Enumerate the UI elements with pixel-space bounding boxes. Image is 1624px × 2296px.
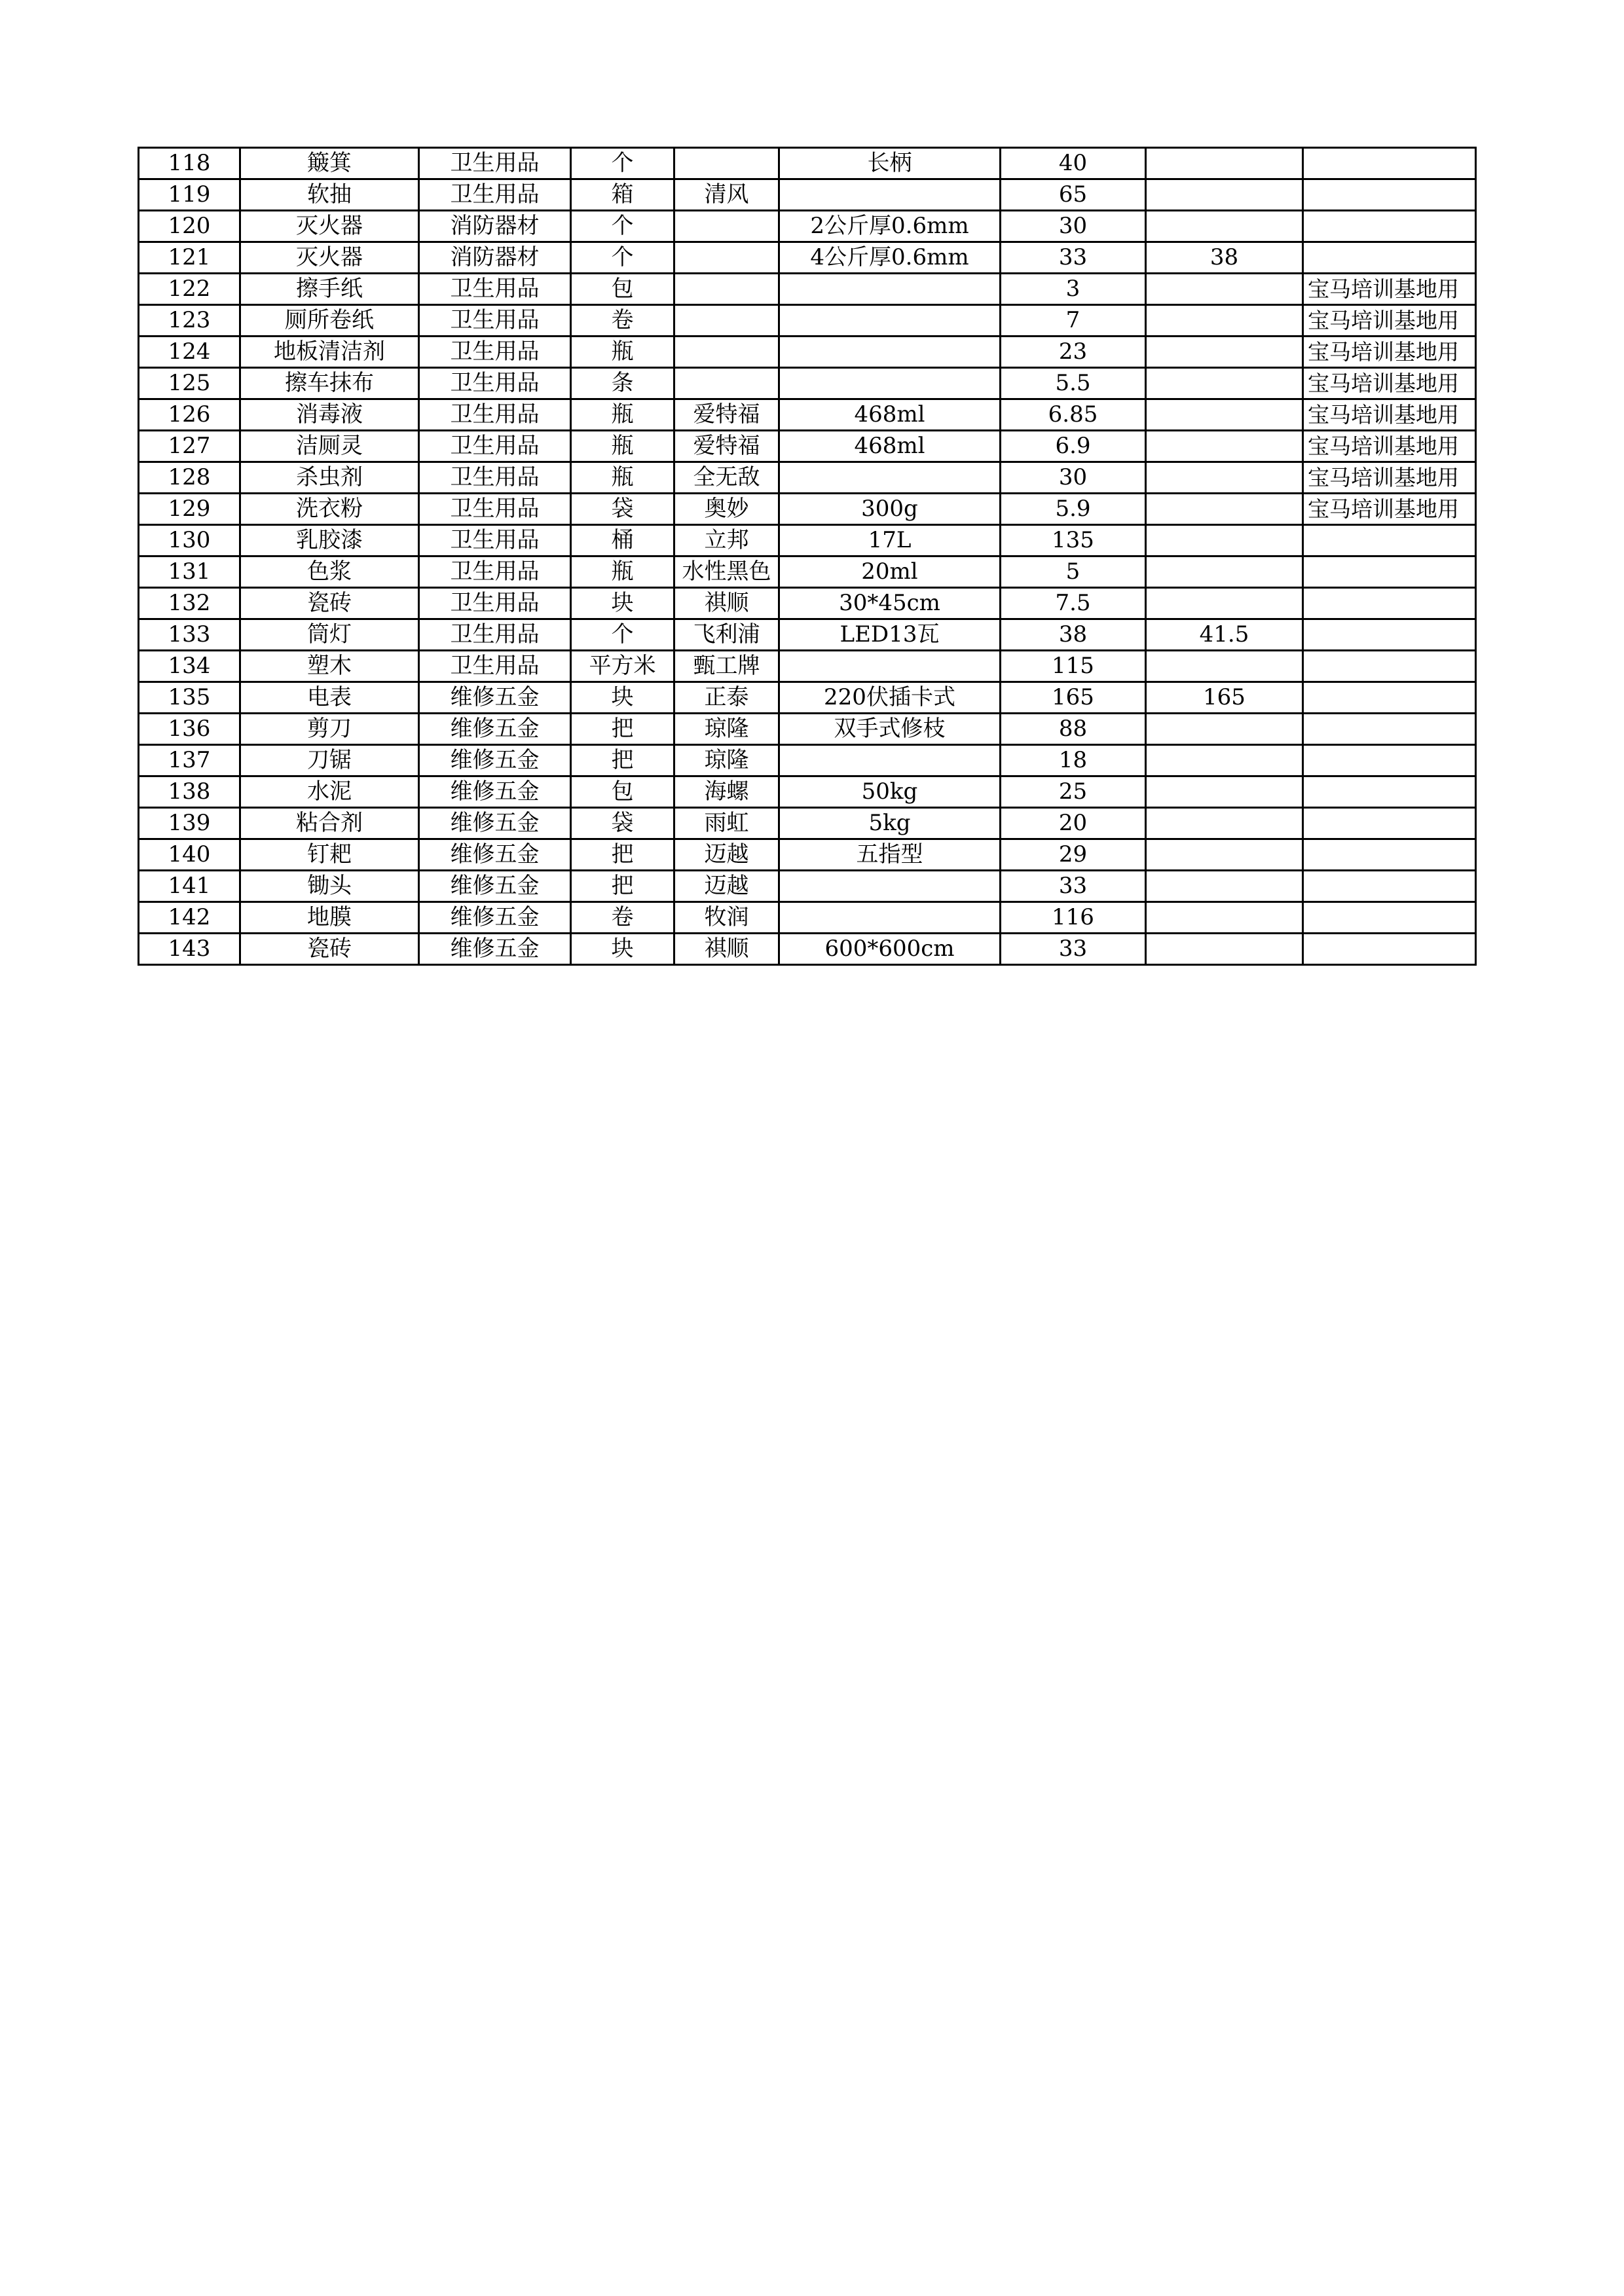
cell-note xyxy=(1303,776,1476,808)
cell-no: 119 xyxy=(139,179,240,211)
table-row xyxy=(139,148,1476,179)
cell-unit: 袋 xyxy=(571,494,674,525)
cell-brand: 甄工牌 xyxy=(674,651,779,682)
cell-price2 xyxy=(1146,714,1303,745)
cell-unit: 把 xyxy=(571,871,674,902)
cell-name: 筒灯 xyxy=(240,619,419,651)
cell-note xyxy=(1303,902,1476,934)
cell-category: 卫生用品 xyxy=(419,368,571,399)
cell-no: 121 xyxy=(139,242,240,274)
cell-note xyxy=(1303,148,1476,179)
cell-brand xyxy=(674,337,779,368)
cell-category: 维修五金 xyxy=(419,808,571,839)
cell-brand: 祺顺 xyxy=(674,934,779,965)
cell-unit: 瓶 xyxy=(571,431,674,462)
cell-no: 141 xyxy=(139,871,240,902)
cell-price: 5.5 xyxy=(1001,368,1146,399)
cell-brand: 雨虹 xyxy=(674,808,779,839)
cell-name: 灭火器 xyxy=(240,242,419,274)
cell-unit: 块 xyxy=(571,682,674,714)
cell-unit: 块 xyxy=(571,934,674,965)
cell-spec: 双手式修枝 xyxy=(779,714,1001,745)
cell-category: 维修五金 xyxy=(419,934,571,965)
cell-price2 xyxy=(1146,934,1303,965)
cell-brand: 正泰 xyxy=(674,682,779,714)
cell-spec: 468ml xyxy=(779,431,1001,462)
cell-category: 卫生用品 xyxy=(419,525,571,556)
cell-spec xyxy=(779,651,1001,682)
table-row xyxy=(139,337,1476,368)
cell-name: 乳胶漆 xyxy=(240,525,419,556)
cell-price2 xyxy=(1146,148,1303,179)
cell-unit: 箱 xyxy=(571,179,674,211)
cell-unit: 把 xyxy=(571,745,674,776)
cell-name: 锄头 xyxy=(240,871,419,902)
cell-price: 7.5 xyxy=(1001,588,1146,619)
cell-note xyxy=(1303,588,1476,619)
cell-price: 33 xyxy=(1001,934,1146,965)
cell-unit: 个 xyxy=(571,211,674,242)
cell-note xyxy=(1303,179,1476,211)
cell-price2 xyxy=(1146,808,1303,839)
cell-price2 xyxy=(1146,588,1303,619)
cell-unit: 瓶 xyxy=(571,462,674,494)
cell-brand: 奥妙 xyxy=(674,494,779,525)
cell-spec xyxy=(779,368,1001,399)
cell-spec: LED13瓦 xyxy=(779,619,1001,651)
cell-name: 洁厕灵 xyxy=(240,431,419,462)
cell-brand xyxy=(674,368,779,399)
cell-name: 剪刀 xyxy=(240,714,419,745)
cell-note: 宝马培训基地用 xyxy=(1303,399,1476,431)
cell-no: 140 xyxy=(139,839,240,871)
cell-price: 7 xyxy=(1001,305,1146,337)
table-row xyxy=(139,368,1476,399)
cell-price2 xyxy=(1146,745,1303,776)
cell-brand xyxy=(674,148,779,179)
cell-unit: 卷 xyxy=(571,305,674,337)
cell-category: 卫生用品 xyxy=(419,494,571,525)
cell-brand: 琼隆 xyxy=(674,714,779,745)
cell-price2 xyxy=(1146,871,1303,902)
cell-price: 165 xyxy=(1001,682,1146,714)
cell-name: 杀虫剂 xyxy=(240,462,419,494)
cell-category: 维修五金 xyxy=(419,839,571,871)
cell-unit: 桶 xyxy=(571,525,674,556)
cell-note xyxy=(1303,211,1476,242)
cell-price: 33 xyxy=(1001,242,1146,274)
cell-category: 消防器材 xyxy=(419,211,571,242)
cell-category: 卫生用品 xyxy=(419,399,571,431)
cell-brand xyxy=(674,274,779,305)
cell-no: 118 xyxy=(139,148,240,179)
cell-category: 维修五金 xyxy=(419,682,571,714)
table-row xyxy=(139,588,1476,619)
cell-unit: 个 xyxy=(571,619,674,651)
cell-unit: 把 xyxy=(571,839,674,871)
cell-note xyxy=(1303,871,1476,902)
cell-spec: 300g xyxy=(779,494,1001,525)
cell-spec: 长柄 xyxy=(779,148,1001,179)
cell-note xyxy=(1303,242,1476,274)
cell-category: 维修五金 xyxy=(419,776,571,808)
table-row xyxy=(139,871,1476,902)
cell-price2 xyxy=(1146,902,1303,934)
cell-unit: 袋 xyxy=(571,808,674,839)
cell-no: 127 xyxy=(139,431,240,462)
cell-spec xyxy=(779,462,1001,494)
cell-price2 xyxy=(1146,431,1303,462)
cell-brand: 清风 xyxy=(674,179,779,211)
cell-name: 钉耙 xyxy=(240,839,419,871)
cell-unit: 块 xyxy=(571,588,674,619)
cell-unit: 卷 xyxy=(571,902,674,934)
cell-unit: 把 xyxy=(571,714,674,745)
cell-unit: 瓶 xyxy=(571,556,674,588)
cell-name: 消毒液 xyxy=(240,399,419,431)
cell-category: 维修五金 xyxy=(419,902,571,934)
cell-no: 135 xyxy=(139,682,240,714)
cell-note xyxy=(1303,619,1476,651)
cell-spec xyxy=(779,337,1001,368)
table-row xyxy=(139,462,1476,494)
cell-spec xyxy=(779,274,1001,305)
cell-price: 6.9 xyxy=(1001,431,1146,462)
cell-price: 116 xyxy=(1001,902,1146,934)
cell-no: 122 xyxy=(139,274,240,305)
table-row xyxy=(139,399,1476,431)
table-row xyxy=(139,839,1476,871)
table-row xyxy=(139,651,1476,682)
cell-spec xyxy=(779,305,1001,337)
table-row xyxy=(139,714,1476,745)
cell-name: 地板清洁剂 xyxy=(240,337,419,368)
cell-spec: 220伏插卡式 xyxy=(779,682,1001,714)
cell-price: 65 xyxy=(1001,179,1146,211)
cell-note: 宝马培训基地用 xyxy=(1303,305,1476,337)
cell-price: 30 xyxy=(1001,211,1146,242)
cell-category: 卫生用品 xyxy=(419,651,571,682)
cell-category: 维修五金 xyxy=(419,871,571,902)
cell-no: 130 xyxy=(139,525,240,556)
table-row xyxy=(139,525,1476,556)
cell-note xyxy=(1303,808,1476,839)
cell-price2 xyxy=(1146,211,1303,242)
cell-unit: 平方米 xyxy=(571,651,674,682)
table-row xyxy=(139,305,1476,337)
cell-no: 134 xyxy=(139,651,240,682)
cell-no: 120 xyxy=(139,211,240,242)
cell-no: 124 xyxy=(139,337,240,368)
cell-unit: 瓶 xyxy=(571,399,674,431)
table-row xyxy=(139,211,1476,242)
cell-brand: 立邦 xyxy=(674,525,779,556)
cell-spec: 30*45cm xyxy=(779,588,1001,619)
cell-name: 厕所卷纸 xyxy=(240,305,419,337)
cell-no: 133 xyxy=(139,619,240,651)
cell-brand xyxy=(674,242,779,274)
cell-category: 卫生用品 xyxy=(419,462,571,494)
cell-price2: 41.5 xyxy=(1146,619,1303,651)
cell-category: 卫生用品 xyxy=(419,337,571,368)
cell-name: 洗衣粉 xyxy=(240,494,419,525)
cell-note xyxy=(1303,682,1476,714)
cell-brand: 迈越 xyxy=(674,839,779,871)
cell-spec: 468ml xyxy=(779,399,1001,431)
cell-price2 xyxy=(1146,179,1303,211)
cell-price: 38 xyxy=(1001,619,1146,651)
cell-no: 143 xyxy=(139,934,240,965)
table-row xyxy=(139,431,1476,462)
cell-category: 卫生用品 xyxy=(419,148,571,179)
table-row xyxy=(139,934,1476,965)
cell-name: 电表 xyxy=(240,682,419,714)
cell-brand xyxy=(674,305,779,337)
cell-brand: 海螺 xyxy=(674,776,779,808)
cell-price2 xyxy=(1146,525,1303,556)
cell-price: 5 xyxy=(1001,556,1146,588)
cell-spec: 17L xyxy=(779,525,1001,556)
cell-no: 137 xyxy=(139,745,240,776)
cell-note xyxy=(1303,651,1476,682)
cell-price: 25 xyxy=(1001,776,1146,808)
cell-price2 xyxy=(1146,305,1303,337)
table-row xyxy=(139,619,1476,651)
cell-no: 138 xyxy=(139,776,240,808)
cell-spec: 600*600cm xyxy=(779,934,1001,965)
cell-price: 6.85 xyxy=(1001,399,1146,431)
cell-price2 xyxy=(1146,368,1303,399)
cell-unit: 包 xyxy=(571,274,674,305)
cell-name: 粘合剂 xyxy=(240,808,419,839)
cell-name: 塑木 xyxy=(240,651,419,682)
cell-no: 126 xyxy=(139,399,240,431)
cell-price: 23 xyxy=(1001,337,1146,368)
cell-brand: 水性黑色 xyxy=(674,556,779,588)
cell-note: 宝马培训基地用 xyxy=(1303,494,1476,525)
cell-price: 88 xyxy=(1001,714,1146,745)
cell-spec xyxy=(779,745,1001,776)
cell-category: 卫生用品 xyxy=(419,305,571,337)
cell-price: 135 xyxy=(1001,525,1146,556)
cell-category: 卫生用品 xyxy=(419,431,571,462)
cell-unit: 条 xyxy=(571,368,674,399)
cell-note xyxy=(1303,525,1476,556)
cell-note xyxy=(1303,556,1476,588)
cell-spec: 五指型 xyxy=(779,839,1001,871)
cell-spec xyxy=(779,179,1001,211)
cell-note xyxy=(1303,934,1476,965)
cell-unit: 个 xyxy=(571,242,674,274)
table-row xyxy=(139,808,1476,839)
cell-price: 29 xyxy=(1001,839,1146,871)
cell-category: 消防器材 xyxy=(419,242,571,274)
cell-price2: 165 xyxy=(1146,682,1303,714)
table-row xyxy=(139,556,1476,588)
cell-note: 宝马培训基地用 xyxy=(1303,431,1476,462)
cell-name: 瓷砖 xyxy=(240,934,419,965)
table-row xyxy=(139,902,1476,934)
cell-spec xyxy=(779,871,1001,902)
cell-name: 灭火器 xyxy=(240,211,419,242)
table-row xyxy=(139,776,1476,808)
cell-note xyxy=(1303,714,1476,745)
cell-category: 卫生用品 xyxy=(419,619,571,651)
cell-note: 宝马培训基地用 xyxy=(1303,274,1476,305)
cell-unit: 包 xyxy=(571,776,674,808)
cell-brand: 迈越 xyxy=(674,871,779,902)
cell-category: 卫生用品 xyxy=(419,179,571,211)
cell-name: 擦手纸 xyxy=(240,274,419,305)
cell-note: 宝马培训基地用 xyxy=(1303,462,1476,494)
cell-price2 xyxy=(1146,462,1303,494)
cell-brand: 牧润 xyxy=(674,902,779,934)
cell-no: 131 xyxy=(139,556,240,588)
cell-spec: 20ml xyxy=(779,556,1001,588)
table-row xyxy=(139,242,1476,274)
cell-category: 卫生用品 xyxy=(419,556,571,588)
cell-price: 20 xyxy=(1001,808,1146,839)
cell-price: 3 xyxy=(1001,274,1146,305)
cell-category: 维修五金 xyxy=(419,745,571,776)
cell-category: 维修五金 xyxy=(419,714,571,745)
cell-price2 xyxy=(1146,839,1303,871)
cell-no: 132 xyxy=(139,588,240,619)
cell-no: 129 xyxy=(139,494,240,525)
cell-price2 xyxy=(1146,337,1303,368)
cell-name: 刀锯 xyxy=(240,745,419,776)
table-row xyxy=(139,494,1476,525)
cell-price: 33 xyxy=(1001,871,1146,902)
table-row xyxy=(139,682,1476,714)
cell-spec: 2公斤厚0.6mm xyxy=(779,211,1001,242)
cell-price: 40 xyxy=(1001,148,1146,179)
cell-price: 30 xyxy=(1001,462,1146,494)
cell-category: 卫生用品 xyxy=(419,274,571,305)
cell-spec xyxy=(779,902,1001,934)
cell-no: 139 xyxy=(139,808,240,839)
cell-price2 xyxy=(1146,399,1303,431)
cell-price2: 38 xyxy=(1146,242,1303,274)
cell-note: 宝马培训基地用 xyxy=(1303,337,1476,368)
cell-price: 18 xyxy=(1001,745,1146,776)
cell-no: 136 xyxy=(139,714,240,745)
cell-name: 软抽 xyxy=(240,179,419,211)
cell-price2 xyxy=(1146,776,1303,808)
cell-price2 xyxy=(1146,274,1303,305)
cell-name: 擦车抹布 xyxy=(240,368,419,399)
cell-unit: 瓶 xyxy=(571,337,674,368)
cell-price2 xyxy=(1146,556,1303,588)
table-body xyxy=(139,148,1476,965)
cell-no: 123 xyxy=(139,305,240,337)
cell-price2 xyxy=(1146,494,1303,525)
cell-category: 卫生用品 xyxy=(419,588,571,619)
cell-spec: 5kg xyxy=(779,808,1001,839)
cell-brand: 飞利浦 xyxy=(674,619,779,651)
table-row xyxy=(139,745,1476,776)
cell-name: 瓷砖 xyxy=(240,588,419,619)
table-row xyxy=(139,179,1476,211)
cell-no: 142 xyxy=(139,902,240,934)
cell-spec: 4公斤厚0.6mm xyxy=(779,242,1001,274)
cell-note: 宝马培训基地用 xyxy=(1303,368,1476,399)
cell-price2 xyxy=(1146,651,1303,682)
cell-spec: 50kg xyxy=(779,776,1001,808)
cell-brand xyxy=(674,211,779,242)
cell-no: 128 xyxy=(139,462,240,494)
cell-name: 色浆 xyxy=(240,556,419,588)
cell-note xyxy=(1303,745,1476,776)
cell-brand: 琼隆 xyxy=(674,745,779,776)
cell-brand: 爱特福 xyxy=(674,399,779,431)
cell-note xyxy=(1303,839,1476,871)
cell-price: 115 xyxy=(1001,651,1146,682)
cell-no: 125 xyxy=(139,368,240,399)
cell-price: 5.9 xyxy=(1001,494,1146,525)
cell-name: 水泥 xyxy=(240,776,419,808)
table-row xyxy=(139,274,1476,305)
cell-unit: 个 xyxy=(571,148,674,179)
cell-brand: 全无敌 xyxy=(674,462,779,494)
cell-brand: 爱特福 xyxy=(674,431,779,462)
cell-brand: 祺顺 xyxy=(674,588,779,619)
cell-name: 簸箕 xyxy=(240,148,419,179)
cell-name: 地膜 xyxy=(240,902,419,934)
inventory-table xyxy=(138,147,1477,966)
